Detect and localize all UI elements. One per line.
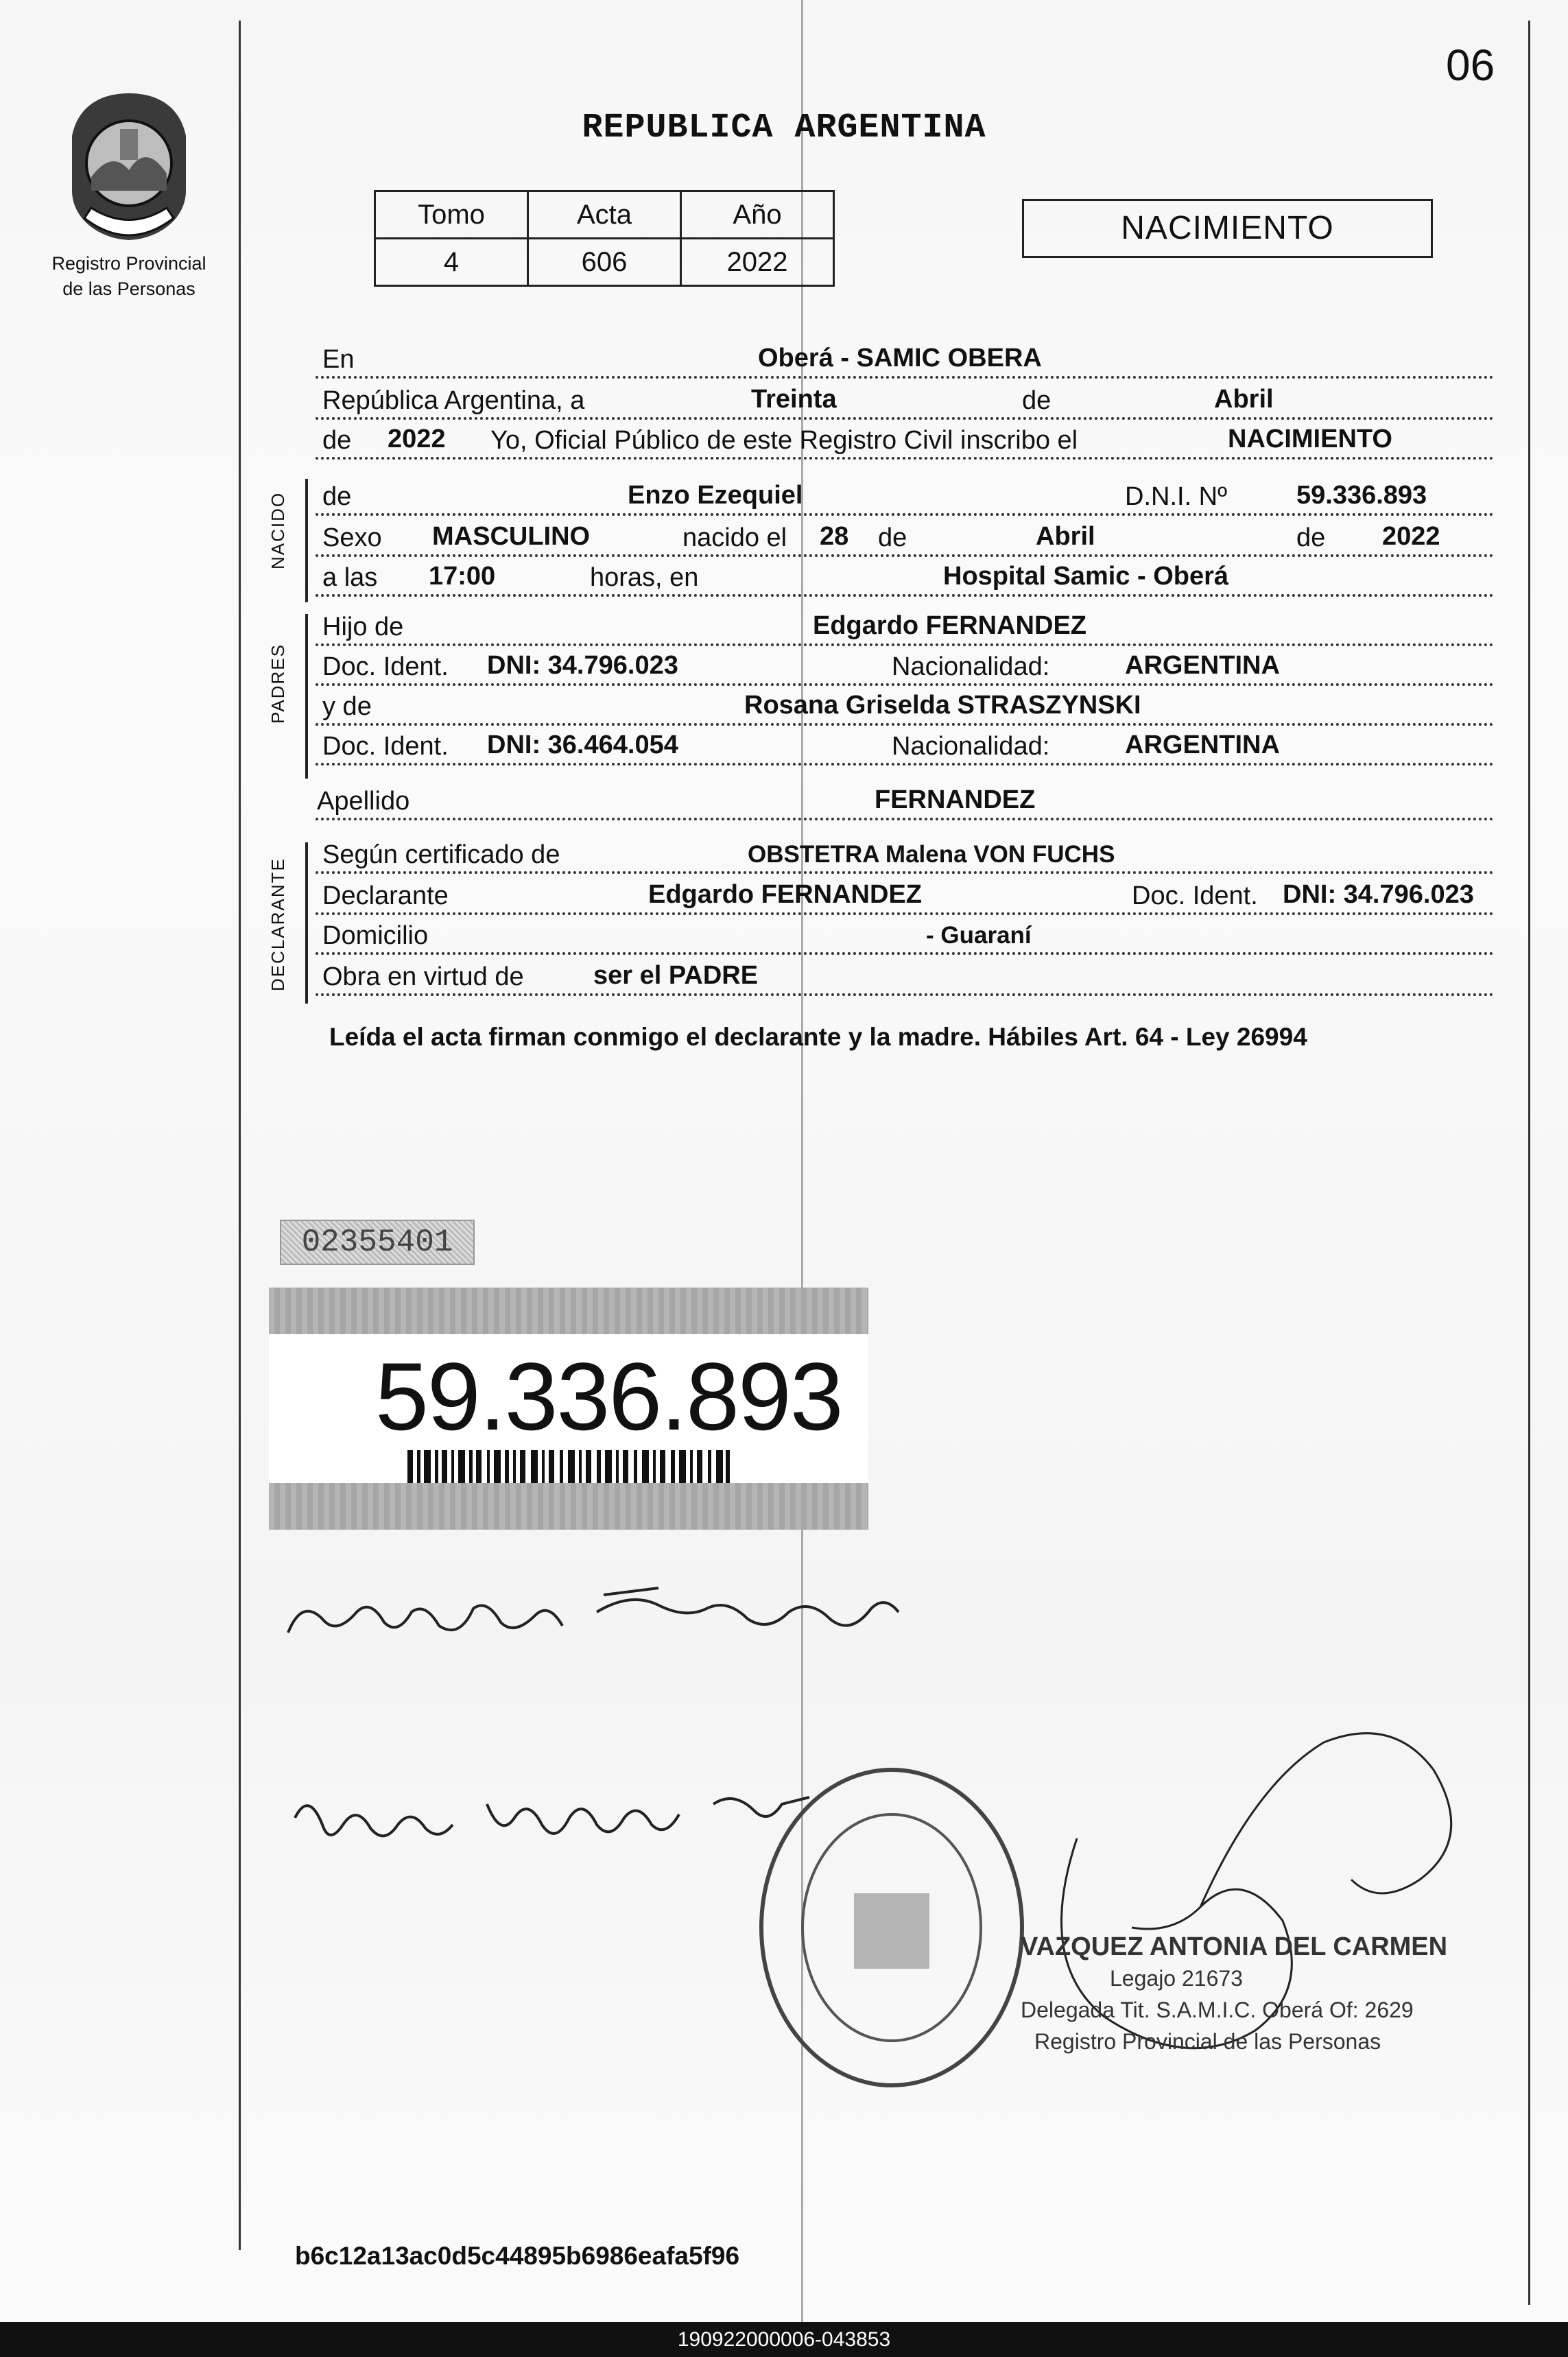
yde-label: y de (322, 692, 372, 721)
statement-value: NACIMIENTO (1228, 425, 1392, 453)
cert-label: Según certificado de (322, 840, 560, 869)
dni-sticker (269, 1288, 868, 1530)
tomo-value: 4 (375, 239, 528, 286)
declarante-bracket (305, 842, 308, 1004)
page-number: 06 (1446, 40, 1495, 90)
month-value: Abril (1214, 385, 1274, 414)
mother-doc: DNI: 36.464.054 (487, 731, 678, 759)
domicilio-line (316, 919, 1494, 959)
decl-doc-label: Doc. Ident. (1132, 881, 1258, 910)
tomo-header: Tomo (375, 191, 528, 239)
father-doc-label: Doc. Ident. (322, 652, 449, 681)
signature-father (274, 1571, 912, 1660)
left-margin-line (239, 21, 241, 2250)
footer-id: 190922000006-043853 (677, 2328, 891, 2351)
nacido-bracket (305, 479, 308, 602)
document-hash: b6c12a13ac0d5c44895b6986eafa5f96 (295, 2242, 740, 2270)
child-name: Enzo Ezequiel (628, 481, 803, 510)
footer-id-bar (0, 2322, 1568, 2357)
apellido-value: FERNANDEZ (875, 785, 1036, 814)
father-nat-label: Nacionalidad: (892, 652, 1050, 681)
sexo-label: Sexo (322, 523, 382, 552)
sexo-line (316, 521, 1494, 561)
republica-label: República Argentina, a (322, 386, 585, 415)
anio-value: 2022 (681, 239, 834, 286)
child-dni: 59.336.893 (1296, 481, 1427, 510)
registry-name-line2: de las Personas (62, 279, 195, 299)
mother-doc-line (316, 730, 1494, 770)
father-line (316, 611, 1494, 650)
de-label: de (1022, 386, 1052, 415)
domicilio-value: - Guaraní (926, 922, 1032, 949)
decl-doc-value: DNI: 34.796.023 (1283, 880, 1474, 909)
declarante-line (316, 879, 1494, 919)
nacido-name-line (316, 480, 1494, 520)
en-label: En (322, 345, 355, 374)
time-place-line (316, 561, 1494, 601)
dni-large-number: 59.336.893 (375, 1342, 842, 1450)
sexo-value: MASCULINO (432, 522, 591, 551)
horas-label: horas, en (590, 563, 699, 592)
father-nationality: ARGENTINA (1125, 651, 1280, 680)
birth-day: 28 (820, 522, 849, 551)
birth-place: Hospital Samic - Oberá (943, 562, 1229, 591)
year-value: 2022 (388, 425, 446, 453)
father-doc-line (316, 650, 1494, 690)
date-line (316, 384, 1494, 424)
registry-name-line1: Registro Provincial (51, 253, 206, 274)
en-line (316, 343, 1494, 383)
nacido-section-label: NACIDO (268, 491, 288, 569)
mother-line (316, 690, 1494, 730)
record-type-box: NACIMIENTO (1022, 199, 1433, 258)
document-title: REPUBLICA ARGENTINA (582, 108, 986, 147)
obra-value: ser el PADRE (593, 961, 759, 990)
official-legajo: Legajo 21673 (1110, 1966, 1243, 1991)
sticker-top-band (269, 1288, 868, 1334)
declarante-value: Edgardo FERNANDEZ (648, 880, 922, 909)
hijo-label: Hijo de (322, 613, 404, 641)
statement-text: Yo, Oficial Público de este Registro Civil inscribo el (490, 426, 1078, 455)
closing-note: Leída el acta firman conmigo el declarante y la madre. Hábiles Art. 64 - Ley 26994 (329, 1023, 1307, 1051)
mother-nationality: ARGENTINA (1125, 731, 1280, 759)
apellido-line (316, 785, 1494, 825)
dni-label: D.N.I. Nº (1125, 482, 1227, 511)
apellido-label: Apellido (317, 787, 410, 816)
official-block (1021, 1931, 1447, 2057)
record-table (374, 190, 835, 287)
mother-name: Rosana Griselda STRASZYNSKI (744, 691, 1141, 720)
alas-label: a las (322, 563, 378, 592)
mother-nat-label: Nacionalidad: (892, 732, 1050, 761)
de-label-2: de (878, 523, 907, 552)
official-delegada: Delegada Tit. S.A.M.I.C. Oberá Of: 2629 (1021, 1998, 1414, 2022)
declarante-label: Declarante (322, 881, 449, 910)
acta-header: Acta (528, 191, 681, 239)
father-doc: DNI: 34.796.023 (487, 651, 678, 680)
birth-time: 17:00 (429, 562, 496, 591)
domicilio-label: Domicilio (322, 921, 429, 950)
de-label-name: de (322, 482, 352, 511)
cert-line (316, 838, 1494, 878)
statement-line (316, 424, 1494, 464)
registry-seal-icon (748, 1756, 1036, 2099)
serial-stamp: 02355401 (280, 1220, 475, 1265)
obra-label: Obra en virtud de (322, 962, 524, 991)
birth-month: Abril (1036, 522, 1095, 551)
de-label-3: de (1296, 523, 1326, 552)
father-name: Edgardo FERNANDEZ (813, 611, 1086, 640)
declarante-section-label: DECLARANTE (268, 857, 288, 991)
official-name: VAZQUEZ ANTONIA DEL CARMEN (1021, 1932, 1448, 1961)
padres-bracket (305, 614, 308, 779)
obra-line (316, 960, 1494, 1000)
en-value: Oberá - SAMIC OBERA (758, 344, 1042, 372)
padres-section-label: PADRES (268, 643, 288, 724)
right-margin-line (1528, 21, 1530, 2305)
day-word: Treinta (751, 385, 837, 414)
anio-header: Año (681, 191, 834, 239)
official-registro: Registro Provincial de las Personas (1034, 2029, 1381, 2054)
birth-year: 2022 (1382, 522, 1440, 551)
sticker-bottom-band (269, 1483, 868, 1530)
mother-doc-label: Doc. Ident. (322, 732, 449, 761)
acta-value: 606 (528, 239, 681, 286)
nacido-label: nacido el (682, 523, 787, 552)
year-prefix: de (322, 426, 352, 455)
cert-value: OBSTETRA Malena VON FUCHS (748, 841, 1115, 868)
